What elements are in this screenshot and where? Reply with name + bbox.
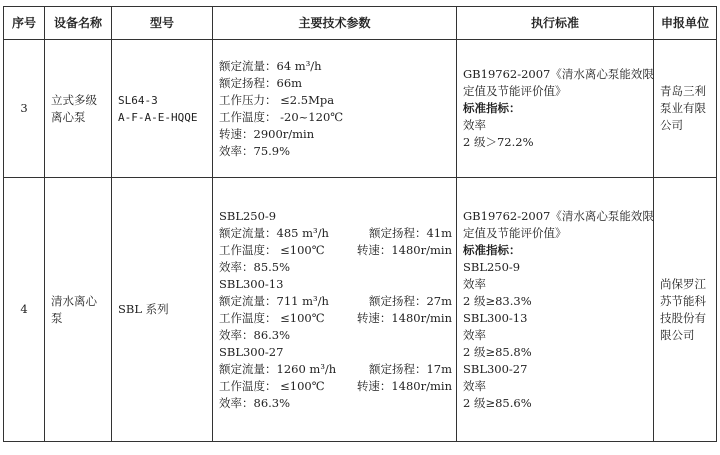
standard-line: GB19762-2007《清水离心泵能效限 xyxy=(463,208,654,223)
param-speed: 转速：1480r/min xyxy=(356,378,452,393)
unit-line: 技股份有 xyxy=(660,310,706,325)
header-unit: 申报单位 xyxy=(654,7,717,40)
param-speed: 转速：2900r/min xyxy=(219,126,315,141)
param-eff: 效率：85.5% xyxy=(219,259,291,274)
param-eff: 效率：86.3% xyxy=(219,395,291,410)
row-unit xyxy=(654,40,717,178)
param-head: 额定扬程：66m xyxy=(219,75,303,90)
param-model: SBL300-27 xyxy=(219,344,284,359)
param-pair xyxy=(219,310,452,327)
equipment-table xyxy=(3,6,717,442)
standard-line: 定值及节能评价值》 xyxy=(463,84,567,98)
unit-line: 苏节能科 xyxy=(660,293,706,308)
row-standard xyxy=(457,178,654,442)
model-line: SL64-3 xyxy=(118,93,158,107)
param-speed: 转速：1480r/min xyxy=(356,310,452,325)
device-name-line: 离心泵 xyxy=(51,109,86,124)
standard-model: SBL300-27 xyxy=(463,361,528,376)
row-standard xyxy=(457,40,654,178)
row-device-name xyxy=(45,40,112,178)
row-device-name xyxy=(45,178,112,442)
standard-label: 标准指标： xyxy=(463,101,521,115)
header-params: 主要技术参数 xyxy=(213,7,457,40)
param-model: SBL250-9 xyxy=(219,208,277,223)
row-params xyxy=(213,40,457,178)
row-unit xyxy=(654,178,717,442)
param-temp: 工作温度： -20~120℃ xyxy=(219,109,344,124)
param-eff: 效率：75.9% xyxy=(219,143,291,158)
param-pair xyxy=(219,225,452,242)
param-head: 额定扬程：27m xyxy=(368,293,452,308)
standard-line: 效率 xyxy=(463,118,486,132)
standard-model: SBL250-9 xyxy=(463,259,521,274)
model-line: A-F-A-E-HQQE xyxy=(118,110,198,124)
param-flow: 额定流量：485 m³/h xyxy=(219,225,329,240)
standard-model: SBL300-13 xyxy=(463,310,528,325)
table-row xyxy=(4,40,717,178)
standard-line: 2 级≥85.8% xyxy=(463,344,532,359)
standard-line: 2 级≥85.6% xyxy=(463,395,532,410)
header-model: 型号 xyxy=(112,7,213,40)
table-row xyxy=(4,178,717,442)
standard-line: 定值及节能评价值》 xyxy=(463,225,567,240)
param-head: 额定扬程：17m xyxy=(368,361,452,376)
device-name-line: 清水离心 xyxy=(51,293,97,308)
header-standard: 执行标准 xyxy=(457,7,654,40)
standard-line: 2 级≥83.3% xyxy=(463,293,532,308)
param-pair xyxy=(219,361,452,378)
standard-line: 2 级＞72.2% xyxy=(463,135,534,149)
param-flow: 额定流量：711 m³/h xyxy=(219,293,329,308)
unit-line: 泵业有限 xyxy=(660,101,706,115)
param-temp: 工作温度： ≤100℃ xyxy=(219,378,325,393)
row-no: 3 xyxy=(4,40,45,178)
row-model: SBL 系列 xyxy=(112,178,213,442)
param-temp: 工作温度： ≤100℃ xyxy=(219,310,325,325)
param-flow: 额定流量：64 m³/h xyxy=(219,58,322,73)
param-head: 额定扬程：41m xyxy=(368,225,452,240)
param-pair xyxy=(219,242,452,259)
standard-line: 效率 xyxy=(463,327,486,342)
param-speed: 转速：1480r/min xyxy=(356,242,452,257)
param-model: SBL300-13 xyxy=(219,276,284,291)
device-name-line: 泵 xyxy=(51,310,63,325)
header-no: 序号 xyxy=(4,7,45,40)
device-name-line: 立式多级 xyxy=(51,92,97,107)
header-name: 设备名称 xyxy=(45,7,112,40)
param-flow: 额定流量：1260 m³/h xyxy=(219,361,337,376)
param-temp: 工作温度： ≤100℃ xyxy=(219,242,325,257)
param-pair xyxy=(219,378,452,395)
param-eff: 效率：86.3% xyxy=(219,327,291,342)
standard-line: GB19762-2007《清水离心泵能效限 xyxy=(463,67,654,81)
unit-line: 限公司 xyxy=(660,327,695,342)
unit-line: 青岛三利 xyxy=(660,84,706,98)
row-params xyxy=(213,178,457,442)
row-model xyxy=(112,40,213,178)
unit-line: 尚保罗江 xyxy=(660,276,706,291)
param-pair xyxy=(219,293,452,310)
unit-line: 公司 xyxy=(660,118,683,132)
standard-line: 效率 xyxy=(463,276,486,291)
param-pressure: 工作压力： ≤2.5Mpa xyxy=(219,92,335,107)
standard-label: 标准指标： xyxy=(463,242,521,257)
row-no: 4 xyxy=(4,178,45,442)
standard-line: 效率 xyxy=(463,378,486,393)
table-header-row xyxy=(4,7,717,40)
